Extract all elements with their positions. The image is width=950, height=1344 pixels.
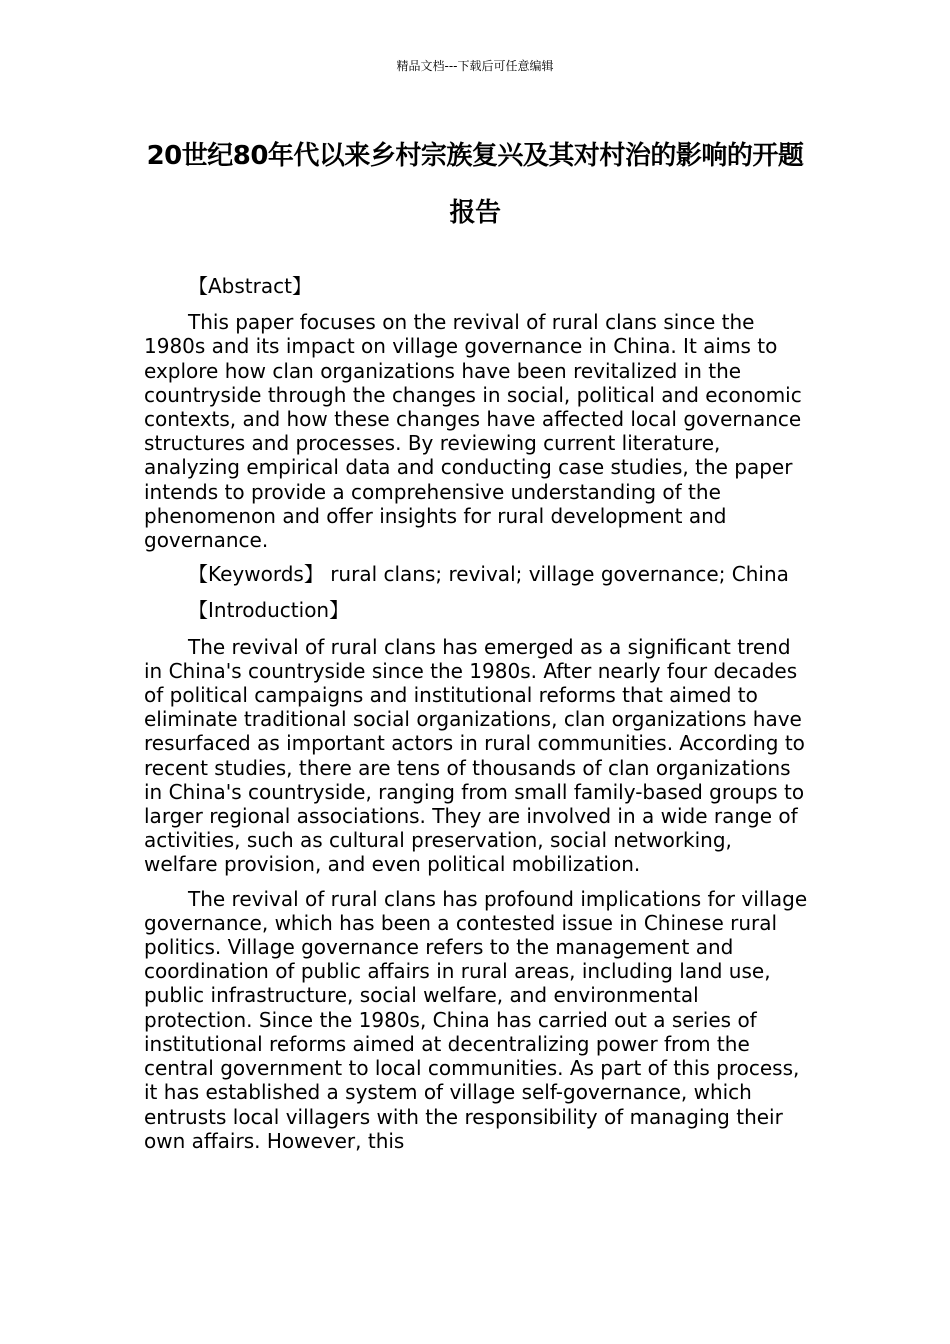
abstract-heading: 【Abstract】 bbox=[188, 274, 312, 298]
keywords-label: 【Keywords】 bbox=[188, 562, 324, 587]
keywords-line bbox=[144, 562, 808, 586]
keywords-text: rural clans; revival; village governance; China bbox=[323, 562, 789, 587]
introduction-paragraph-2: The revival of rural clans has profound implications for village governance, which has been a contested issue in Chinese rural politics. Village governance refers to the management and coordination of public affairs in rural areas, including land use, public infrastructure, social welfare, and environmental protection. Since the 1980s, China has carried out a series of institutional reforms aimed at decentralizing power from the central government to local communities. As part of this process, it has established a system of village self-governance, which entrusts local villagers with the responsibility of managing their own affairs. However, this bbox=[144, 886, 808, 1153]
introduction-paragraph-1: The revival of rural clans has emerged as a significant trend in China's countryside since the 1980s. After nearly four decades of political campaigns and institutional reforms that aimed to eliminate traditional social organizations, clan organizations have resurfaced as important actors in rural communities. According to recent studies, there are tens of thousands of clan organizations in China's countryside, ranging from small family-based groups to larger regional associations. They are involved in a wide range of activities, such as cultural preservation, social networking, welfare provision, and even political mobilization. bbox=[144, 634, 805, 877]
document-body bbox=[144, 272, 808, 1163]
introduction-heading: 【Introduction】 bbox=[188, 598, 350, 623]
abstract-paragraph: This paper focuses on the revival of rural clans since the 1980s and its impact on village governance in China. It aims to explore how clan organizations have been revitalized in the countryside through the changes in social, political and economic contexts, and how these changes have affected local governance structures and processes. By reviewing current literature, analyzing empirical data and conducting case studies, the paper intends to provide a comprehensive understanding of the phenomenon and offer insights for rural development and governance. bbox=[144, 310, 802, 553]
document-title: 20世纪80年代以来乡村宗族复兴及其对村治的影响的开题报告 bbox=[146, 141, 804, 228]
page-header: 精品文档---下载后可任意编辑 bbox=[396, 59, 554, 73]
